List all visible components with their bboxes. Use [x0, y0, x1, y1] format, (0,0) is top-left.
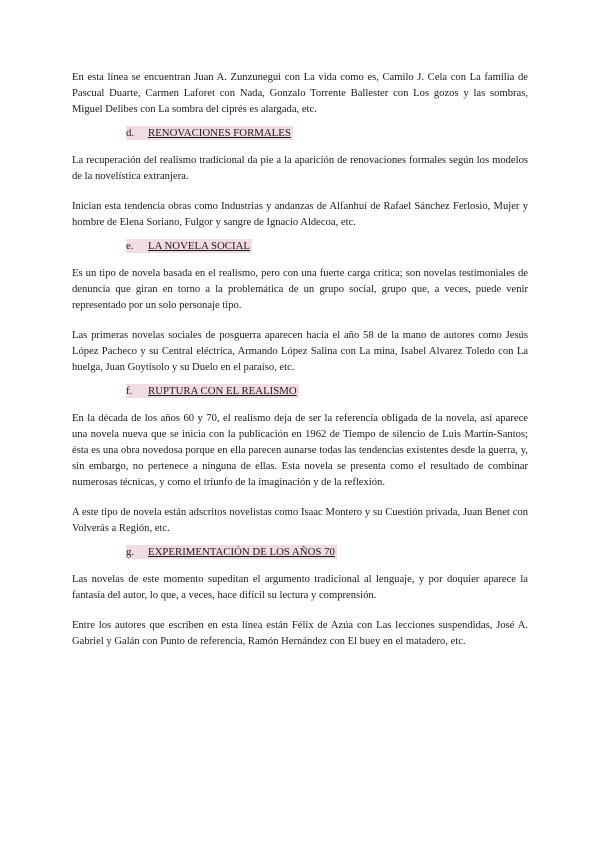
section-heading-renovaciones-formales: [72, 125, 528, 141]
document-page: [72, 70, 528, 650]
heading-letter: d.: [126, 127, 135, 139]
paragraph: Las primeras novelas sociales de posguerra aparecen hacia el año 58 de la mano de autores como Jesús López Pacheco y su Central eléctrica, Armando López Salina con La mina, Isabel Alvarez Toledo con La huelga, Juan Goytisolo y su Duelo en el paraíso, etc.: [72, 330, 528, 373]
heading-letter: f.: [126, 385, 133, 397]
heading-title: RUPTURA CON EL REALISMO: [148, 385, 297, 397]
heading-highlight: [126, 239, 252, 253]
heading-highlight: [126, 126, 293, 140]
heading-letter: g.: [126, 546, 135, 558]
heading-title: RENOVACIONES FORMALES: [148, 127, 291, 139]
intro-paragraph: En esta línea se encuentran Juan A. Zunzunegui con La vida como es, Camilo J. Cela con La familia de Pascual Duarte, Carmen Laforet con Nada, Gonzalo Torrente Ballester con Los gozos y las sombras, Miguel Delibes con La sombra del ciprés es alargada, etc.: [72, 72, 528, 115]
heading-highlight: [126, 384, 299, 398]
heading-letter: e.: [126, 240, 134, 252]
heading-highlight: [126, 545, 337, 559]
section-heading-la-novela-social: [72, 238, 528, 254]
heading-title: LA NOVELA SOCIAL: [148, 240, 250, 252]
heading-title: EXPERIMENTACIÓN DE LOS AÑOS 70: [148, 546, 335, 558]
section-heading-ruptura-con-el-realismo: [72, 383, 528, 399]
paragraph: Inician esta tendencia obras como Industrias y andanzas de Alfanhuí de Rafael Sánchez Ferlosio, Mujer y hombre de Elena Soriano, Fulgor y sangre de Ignacio Aldecoa, etc.: [72, 201, 528, 228]
paragraph: La recuperación del realismo tradicional da pie a la aparición de renovaciones formales según los modelos de la novelística extranjera.: [72, 155, 528, 182]
paragraph: Entre los autores que escriben en esta línea están Félix de Azúa con Las lecciones suspendidas, José A. Gabriel y Galán con Punto de referencia, Ramón Hernández con El buey en el matadero, etc.: [72, 620, 528, 647]
paragraph: En la década de los años 60 y 70, el realismo deja de ser la referencia obligada de la novela, así aparece una novela nueva que se inicia con la publicación en 1962 de Tiempo de silencio de Luis Martín-Santos; ésta es una obra novedosa porque en ella parecen aunarse todas las tendencias existentes desde la guerra, y, sin embargo, no pertenece a ninguna de ellas. Esta novela se presenta como el resultado de combinar numerosas técnicas, y como el triunfo de la imaginación y de la reflexión.: [72, 413, 528, 488]
paragraph: Es un tipo de novela basada en el realismo, pero con una fuerte carga crítica; son novelas testimoniales de denuncia que giran en torno a la problemática de un grupo social, grupo que, a veces, puede venir representado por un solo personaje tipo.: [72, 268, 528, 311]
paragraph: A este tipo de novela están adscritos novelistas como Isaac Montero y su Cuestión privada, Juan Benet con Volverás a Región, etc.: [72, 507, 528, 534]
section-heading-experimentacion-anos-70: [72, 544, 528, 560]
paragraph: Las novelas de este momento supeditan el argumento tradicional al lenguaje, y por doquier aparece la fantasía del autor, lo que, a veces, hace difícil su lectura y comprensión.: [72, 574, 528, 601]
